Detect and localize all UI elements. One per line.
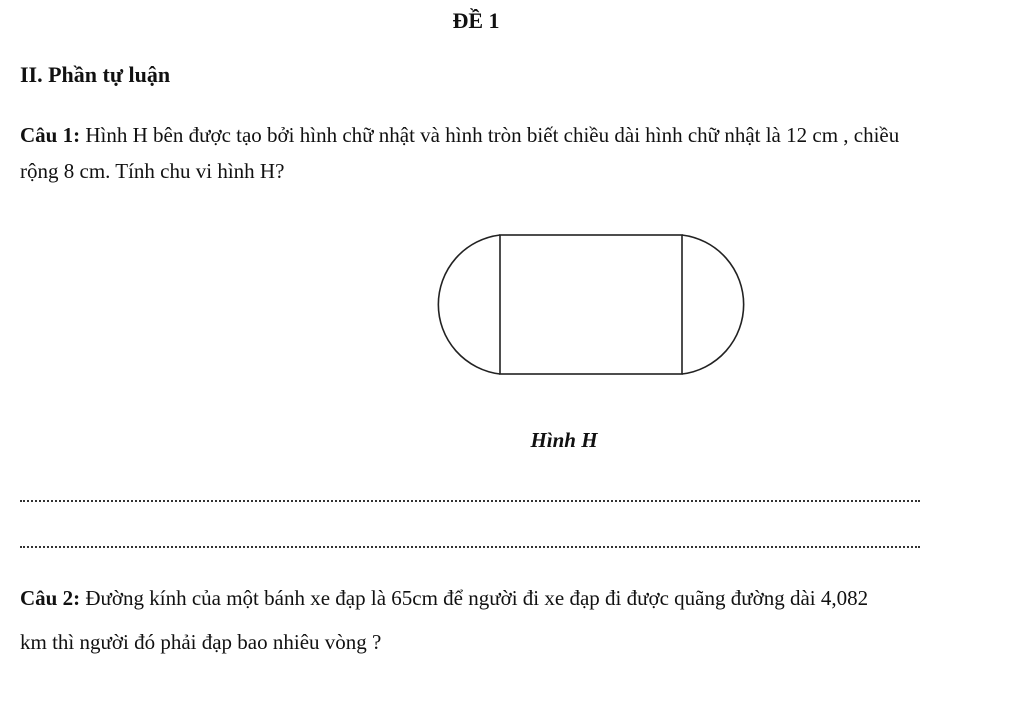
question-1-label: Câu 1:	[20, 123, 81, 147]
question-2	[20, 576, 900, 664]
answer-line	[20, 500, 920, 502]
answer-line	[20, 546, 920, 548]
question-2-text: Đường kính của một bánh xe đạp là 65cm để người đi xe đạp đi được quãng đường dài 4,082 km thì người đó phải đạp bao nhiêu vòng ?	[20, 586, 869, 654]
section-heading: II. Phần tự luận	[20, 62, 171, 87]
right-semicircle	[682, 235, 744, 374]
rectangle	[500, 235, 682, 374]
question-1	[20, 117, 900, 189]
question-1-text: Hình H bên được tạo bởi hình chữ nhật và hình tròn biết chiều dài hình chữ nhật là 12 cm , chiều rộng 8 cm. Tính chu vi hình H?	[20, 123, 900, 183]
left-semicircle	[438, 235, 500, 374]
figure-caption: Hình H	[530, 428, 598, 452]
shape-h-figure	[420, 226, 765, 381]
question-2-label: Câu 2:	[20, 586, 81, 610]
page-title: ĐỀ 1	[452, 8, 500, 33]
